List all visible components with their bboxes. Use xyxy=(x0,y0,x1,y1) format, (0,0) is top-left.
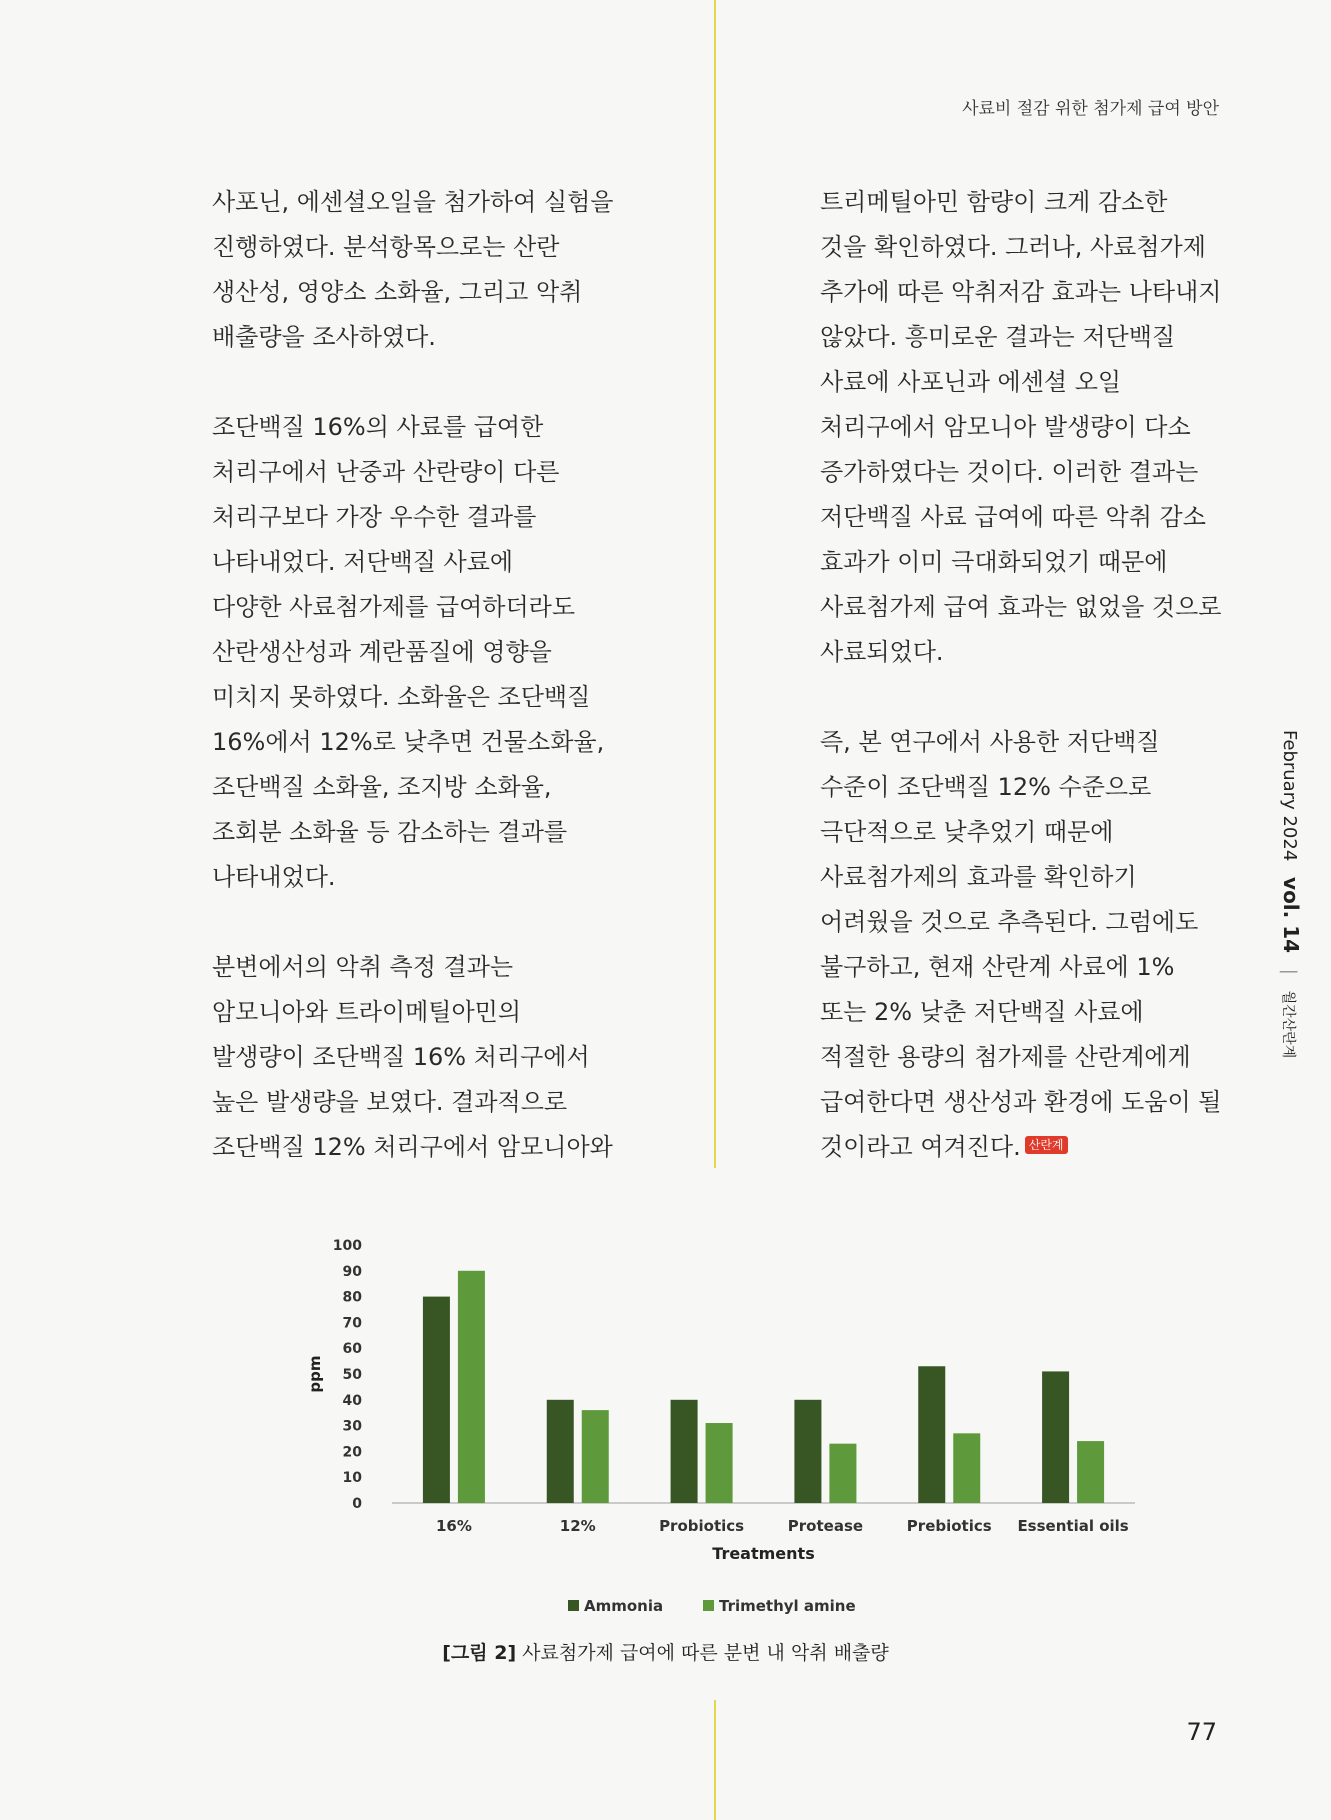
text-line: 조단백질 12% 처리구에서 암모니아와 xyxy=(212,1133,613,1161)
bar-trimethyl-amine xyxy=(1077,1441,1104,1503)
text-line-content: 것이라고 여겨진다. xyxy=(820,1133,1021,1161)
text-line: 즉, 본 연구에서 사용한 저단백질 xyxy=(820,728,1160,756)
text-line: 효과가 이미 극대화되었기 때문에 xyxy=(820,548,1168,576)
text-line xyxy=(820,1125,1240,1170)
magazine-name: 월간산란계 xyxy=(1280,990,1296,1059)
issue-date: February 2024 xyxy=(1279,730,1300,862)
y-axis-label: ppm xyxy=(306,1355,324,1393)
paragraph xyxy=(212,945,652,1170)
text-line: 않았다. 흥미로운 결과는 저단백질 xyxy=(820,323,1176,351)
figure-caption-text: 사료첨가제 급여에 따른 분변 내 악취 배출량 xyxy=(522,1642,889,1664)
paragraph xyxy=(820,180,1240,675)
legend-label: Ammonia xyxy=(584,1597,664,1615)
center-divider-bottom xyxy=(714,1700,716,1820)
text-line: 높은 발생량을 보였다. 결과적으로 xyxy=(212,1088,568,1116)
y-tick-label: 40 xyxy=(342,1392,362,1409)
x-tick-label: Prebiotics xyxy=(906,1517,992,1535)
paragraph xyxy=(212,405,652,900)
y-tick-label: 10 xyxy=(342,1470,362,1487)
text-line: 것을 확인하였다. 그러나, 사료첨가제 xyxy=(820,233,1206,261)
tab-separator: | xyxy=(1279,968,1300,975)
bar-ammonia xyxy=(547,1400,574,1503)
x-tick-label: Essential oils xyxy=(1017,1517,1129,1535)
y-tick-label: 80 xyxy=(342,1289,362,1306)
text-line: 사료첨가제의 효과를 확인하기 xyxy=(820,863,1137,891)
magazine-end-badge: 산란계 xyxy=(1025,1136,1068,1154)
text-line: 극단적으로 낮추었기 때문에 xyxy=(820,818,1114,846)
text-line: 미치지 못하였다. 소화율은 조단백질 xyxy=(212,683,591,711)
text-line: 사료되었다. xyxy=(820,638,944,666)
side-tab xyxy=(1276,730,1306,1059)
figure-label: [그림 2] xyxy=(442,1642,517,1664)
bar-trimethyl-amine xyxy=(458,1271,485,1503)
text-line: 급여한다면 생산성과 환경에 도움이 될 xyxy=(820,1088,1222,1116)
text-line: 사료에 사포닌과 에센셜 오일 xyxy=(820,368,1122,396)
text-line: 사료첨가제 급여 효과는 없었을 것으로 xyxy=(820,593,1222,621)
left-text-column xyxy=(212,180,652,1215)
bar-chart xyxy=(290,1225,1160,1625)
text-line: 조단백질 소화율, 조지방 소화율, xyxy=(212,773,552,801)
y-tick-label: 30 xyxy=(342,1418,362,1435)
bar-trimethyl-amine xyxy=(953,1433,980,1503)
x-axis-label: Treatments xyxy=(712,1544,815,1563)
running-head: 사료비 절감 위한 첨가제 급여 방안 xyxy=(962,99,1219,119)
text-line: 암모니아와 트라이메틸아민의 xyxy=(212,998,522,1026)
y-tick-label: 0 xyxy=(352,1496,362,1512)
text-line: 조회분 소화율 등 감소하는 결과를 xyxy=(212,818,568,846)
text-line: 또는 2% 낮춘 저단백질 사료에 xyxy=(820,998,1144,1026)
center-divider-top xyxy=(714,0,716,1168)
figure-caption xyxy=(0,1638,1331,1665)
y-tick-label: 90 xyxy=(342,1263,362,1280)
text-line: 발생량이 조단백질 16% 처리구에서 xyxy=(212,1043,590,1071)
text-line: 증가하였다는 것이다. 이러한 결과는 xyxy=(820,458,1199,486)
text-line: 불구하고, 현재 산란계 사료에 1% xyxy=(820,953,1175,981)
x-tick-label: Protease xyxy=(787,1517,864,1535)
text-line: 나타내었다. 저단백질 사료에 xyxy=(212,548,514,576)
text-line: 사포닌, 에센셜오일을 첨가하여 실험을 xyxy=(212,188,614,216)
bar-ammonia xyxy=(1042,1371,1069,1503)
text-line: 산란생산성과 계란품질에 영향을 xyxy=(212,638,552,666)
x-tick-label: Probiotics xyxy=(659,1517,745,1535)
text-line: 생산성, 영양소 소화율, 그리고 악취 xyxy=(212,278,583,306)
text-line: 적절한 용량의 첨가제를 산란계에게 xyxy=(820,1043,1191,1071)
y-tick-label: 20 xyxy=(342,1444,362,1461)
text-line: 처리구에서 암모니아 발생량이 다소 xyxy=(820,413,1191,441)
text-line: 조단백질 16%의 사료를 급여한 xyxy=(212,413,544,441)
bar-trimethyl-amine xyxy=(829,1444,856,1503)
legend-swatch xyxy=(703,1600,714,1611)
bar-trimethyl-amine xyxy=(582,1410,609,1503)
text-line: 저단백질 사료 급여에 따른 악취 감소 xyxy=(820,503,1206,531)
text-line: 추가에 따른 악취저감 효과는 나타내지 xyxy=(820,278,1222,306)
text-line: 다양한 사료첨가제를 급여하더라도 xyxy=(212,593,576,621)
page-number: 77 xyxy=(1186,1718,1217,1746)
text-line: 배출량을 조사하였다. xyxy=(212,323,436,351)
text-line: 처리구에서 난중과 산란량이 다른 xyxy=(212,458,560,486)
text-line: 트리메틸아민 함량이 크게 감소한 xyxy=(820,188,1168,216)
y-tick-label: 100 xyxy=(332,1238,362,1254)
right-text-column xyxy=(820,180,1240,1215)
text-line: 나타내었다. xyxy=(212,863,336,891)
bar-ammonia xyxy=(423,1297,450,1503)
text-line: 처리구보다 가장 우수한 결과를 xyxy=(212,503,537,531)
bar-ammonia xyxy=(794,1400,821,1503)
chart-svg xyxy=(290,1225,1160,1625)
y-tick-label: 70 xyxy=(342,1315,362,1332)
paragraph xyxy=(820,720,1240,1170)
volume-number: vol. 14 xyxy=(1279,877,1303,954)
bar-ammonia xyxy=(671,1400,698,1503)
x-tick-label: 16% xyxy=(435,1517,472,1535)
legend-label: Trimethyl amine xyxy=(719,1597,856,1615)
text-line: 16%에서 12%로 낮추면 건물소화율, xyxy=(212,728,605,756)
paragraph xyxy=(212,180,652,360)
text-line: 어려웠을 것으로 추측된다. 그럼에도 xyxy=(820,908,1199,936)
y-tick-label: 50 xyxy=(342,1367,362,1383)
bar-trimethyl-amine xyxy=(706,1423,733,1503)
legend-swatch xyxy=(568,1600,579,1611)
y-tick-label: 60 xyxy=(342,1341,362,1358)
text-line: 진행하였다. 분석항목으로는 산란 xyxy=(212,233,560,261)
x-tick-label: 12% xyxy=(559,1517,596,1535)
text-line: 수준이 조단백질 12% 수준으로 xyxy=(820,773,1152,801)
bar-ammonia xyxy=(918,1366,945,1503)
text-line: 분변에서의 악취 측정 결과는 xyxy=(212,953,514,981)
